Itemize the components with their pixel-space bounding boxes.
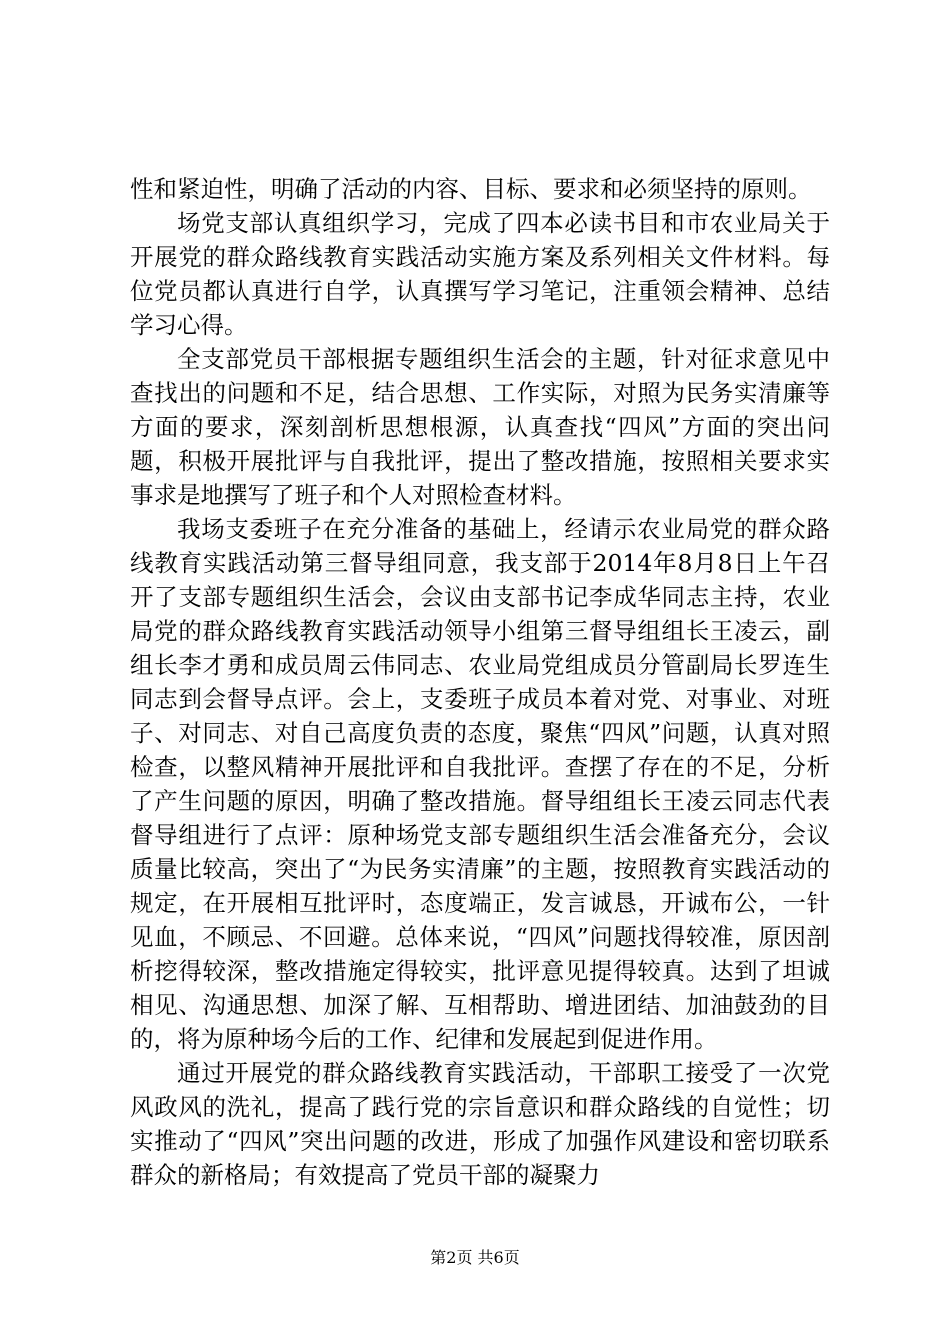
paragraph-3: 全支部党员干部根据专题组织生活会的主题，针对征求意见中查找出的问题和不足，结合思想、工作实际，对照为民务实清廉等方面的要求，深刻剖析思想根源，认真查找“四风”方面的突出问题，积极开展批评与自我批评，提出了整改措施，按照相关要求实事求是地撰写了班子和个人对照检查材料。 — [130, 345, 830, 509]
paragraph-5: 通过开展党的群众路线教育实践活动，干部职工接受了一次党风政风的洗礼，提高了践行党的宗旨意识和群众路线的自觉性；切实推动了“四风”突出问题的改进，形成了加强作风建设和密切联系群众的新格局；有效提高了党员干部的凝聚力 — [130, 1059, 830, 1189]
paragraph-1: 性和紧迫性，明确了活动的内容、目标、要求和必须坚持的原则。 — [130, 175, 812, 203]
paragraph-2: 场党支部认真组织学习，完成了四本必读书目和市农业局关于开展党的群众路线教育实践活动实施方案及系列相关文件材料。每位党员都认真进行自学，认真撰写学习笔记，注重领会精神、总结学习心得。 — [130, 209, 830, 339]
page-footer: 第2页 共6页 — [430, 1248, 520, 1267]
paragraph-4: 我场支委班子在充分准备的基础上，经请示农业局党的群众路线教育实践活动第三督导组同意，我支部于2014年8月8日上午召开了支部专题组织生活会，会议由支部书记李成华同志主持，农业局党的群众路线教育实践活动领导小组第三督导组组长王凌云，副组长李才勇和成员周云伟同志、农业局党组成员分管副局长罗连生同志到会督导点评。会上，支委班子成员本着对党、对事业、对班子、对同志、对自己高度负责的态度，聚焦“四风”问题，认真对照检查，以整风精神开展批评和自我批评。查摆了存在的不足，分析了产生问题的原因，明确了整改措施。督导组组长王凌云同志代表督导组进行了点评：原种场党支部专题组织生活会准备充分，会议质量比较高，突出了“为民务实清廉”的主题，按照教育实践活动的规定，在开展相互批评时，态度端正，发言诚恳，开诚布公，一针见血，不顾忌、不回避。总体来说，“四风”问题找得较准，原因剖析挖得较深，整改措施定得较实，批评意见提得较真。达到了坦诚相见、沟通思想、加深了解、互相帮助、增进团结、加油鼓劲的目的，将为原种场今后的工作、纪律和发展起到促进作用。 — [130, 515, 830, 1053]
document-body — [130, 172, 830, 1192]
